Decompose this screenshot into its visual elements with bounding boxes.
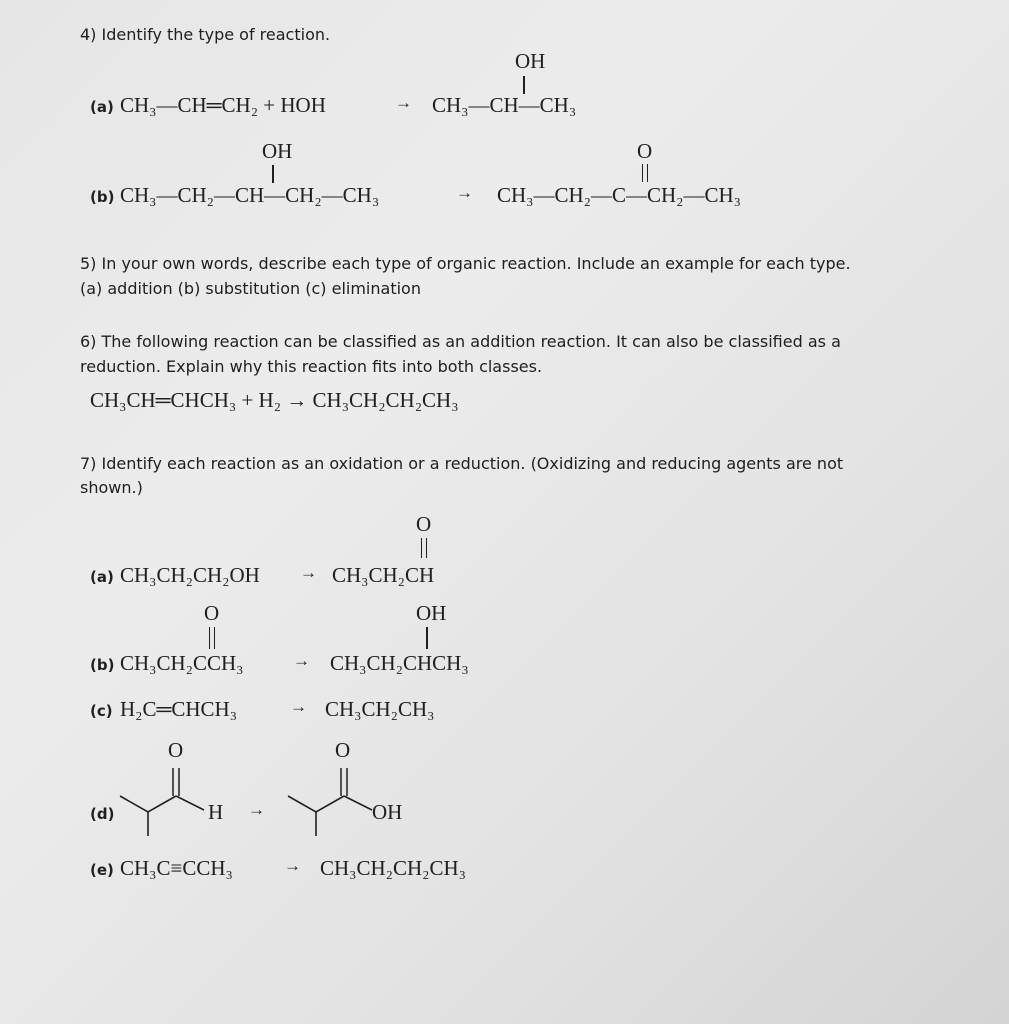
q6-equation: CH₃CH═CHCH₃ + H₂ → CH₃CH₂CH₂CH₃ xyxy=(90,388,459,412)
q4-prompt: 4) Identify the type of reaction. xyxy=(80,25,331,44)
q7e-label: (e) xyxy=(90,861,114,879)
q7b-arrow: → xyxy=(293,651,310,670)
q7b-bond-line xyxy=(426,627,428,649)
q7b-product-oh: OH xyxy=(416,601,447,625)
q7a-double-bond xyxy=(421,538,427,558)
q4a-label: (a) xyxy=(90,98,114,116)
q7d-product-oh: OH xyxy=(372,800,403,824)
q4b-reactant: CH₃—CH₂—CH—CH₂—CH₃ xyxy=(120,183,380,207)
q4b-product: CH₃—CH₂—C—CH₂—CH₃ xyxy=(497,183,741,207)
q7c-product: CH₃CH₂CH₃ xyxy=(325,697,435,721)
q4a-arrow: → xyxy=(395,93,412,112)
q4b-double-bond xyxy=(642,164,648,182)
q7b-reactant-o: O xyxy=(204,601,220,625)
q7b-double-bond xyxy=(209,627,215,649)
q7e-reactant: CH₃C≡CCH₃ xyxy=(120,856,233,880)
q4b-reactant-oh: OH xyxy=(262,139,293,163)
q7d-reactant-o: O xyxy=(168,738,184,762)
q4b-arrow: → xyxy=(456,183,473,202)
q7d-reactant-h: H xyxy=(208,800,224,824)
q7a-label: (a) xyxy=(90,568,114,586)
q7a-product: CH₃CH₂CH xyxy=(332,563,435,587)
q4a-reactant: CH₃—CH═CH₂ + HOH xyxy=(120,93,326,117)
q7d-product-o: O xyxy=(335,738,351,762)
q7b-product: CH₃CH₂CHCH₃ xyxy=(330,651,469,675)
q4a-bond-line xyxy=(523,76,525,94)
q7e-arrow: → xyxy=(284,856,301,875)
q7d-reactant-skeleton xyxy=(110,760,210,840)
q7-prompt-line2: shown.) xyxy=(80,478,143,497)
q7e-product: CH₃CH₂CH₂CH₃ xyxy=(320,856,466,880)
q7d-arrow: → xyxy=(248,800,265,819)
q6-prompt-line1: 6) The following reaction can be classified as an addition reaction. It can also be classified as a xyxy=(80,332,841,351)
q7a-product-o: O xyxy=(416,512,432,536)
q6-prompt-line2: reduction. Explain why this reaction fits into both classes. xyxy=(80,357,543,376)
q7d-label: (d) xyxy=(90,805,115,823)
q7-prompt-line1: 7) Identify each reaction as an oxidation or a reduction. (Oxidizing and reducing agents are not xyxy=(80,454,844,473)
q4a-product: CH₃—CH—CH₃ xyxy=(432,93,577,117)
q4b-label: (b) xyxy=(90,188,115,206)
q5-options: (a) addition (b) substitution (c) elimination xyxy=(80,279,421,298)
q7a-arrow: → xyxy=(300,563,317,582)
q4b-reactant-bond xyxy=(272,165,274,183)
q7c-label: (c) xyxy=(90,702,113,720)
q7d-product-skeleton xyxy=(278,760,378,840)
q7c-arrow: → xyxy=(290,697,307,716)
q7b-label: (b) xyxy=(90,656,115,674)
q4b-product-o: O xyxy=(637,139,653,163)
q4a-product-oh: OH xyxy=(515,49,546,73)
q5-prompt: 5) In your own words, describe each type of organic reaction. Include an example for each type. xyxy=(80,254,851,273)
q7b-reactant: CH₃CH₂CCH₃ xyxy=(120,651,244,675)
q7c-reactant: H₂C═CHCH₃ xyxy=(120,697,238,721)
q7a-reactant: CH₃CH₂CH₂OH xyxy=(120,563,260,587)
